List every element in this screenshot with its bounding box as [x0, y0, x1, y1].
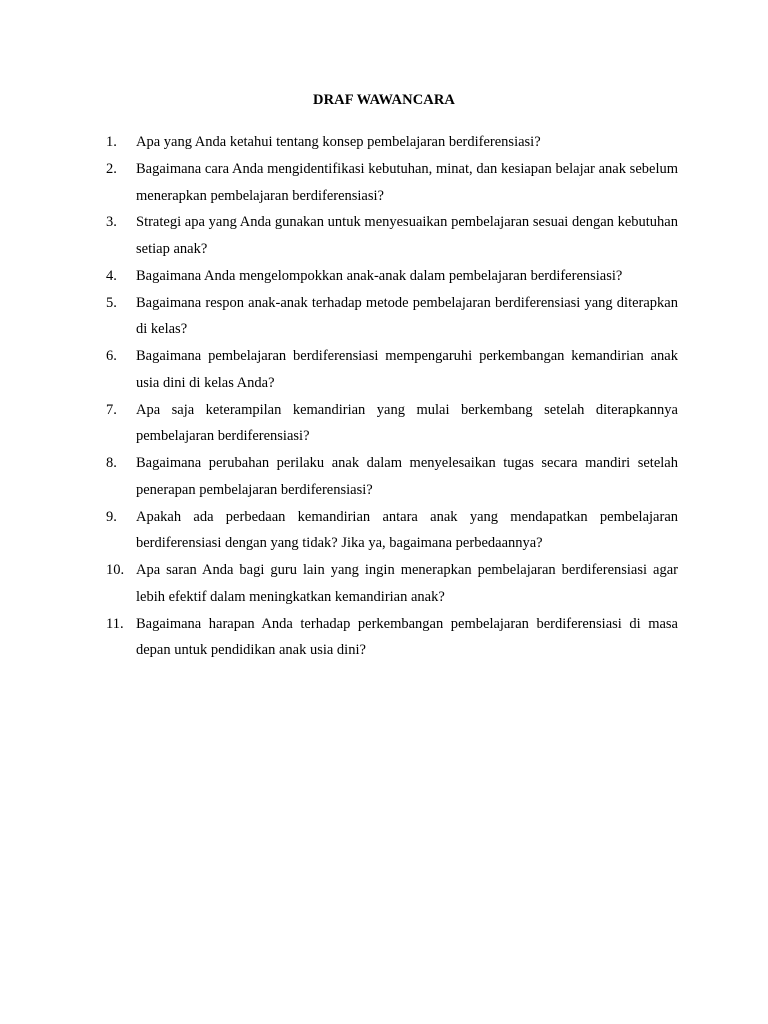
question-text: Apa saran Anda bagi guru lain yang ingin menerapkan pembelajaran berdiferensiasi agar lebih efektif dalam meningkatkan kemandirian anak? — [136, 562, 678, 605]
question-item-9 — [106, 504, 678, 558]
question-text: Bagaimana cara Anda mengidentifikasi kebutuhan, minat, dan kesiapan belajar anak sebelum menerapkan pembelajaran berdiferensiasi? — [136, 160, 678, 204]
question-number: 7. — [106, 401, 117, 418]
question-item-8 — [106, 450, 678, 504]
question-number: 6. — [106, 348, 117, 364]
question-text: Apa saja keterampilan kemandirian yang mulai berkembang setelah diterapkannya pembelajaran berdiferensiasi? — [136, 401, 678, 445]
question-number: 5. — [106, 294, 117, 311]
document-title: DRAF WAWANCARA — [313, 92, 455, 108]
question-item-10 — [106, 557, 678, 611]
question-text: Strategi apa yang Anda gunakan untuk menyesuaikan pembelajaran sesuai dengan kebutuhan setiap anak? — [136, 214, 678, 257]
question-number: 8. — [106, 455, 117, 471]
question-item-7 — [106, 397, 678, 451]
question-item-3 — [106, 209, 678, 263]
question-text: Bagaimana pembelajaran berdiferensiasi mempengaruhi perkembangan kemandirian anak usia dini di kelas Anda? — [136, 348, 678, 391]
question-number: 4. — [106, 267, 117, 284]
question-number: 2. — [106, 160, 117, 177]
question-item-6 — [106, 343, 678, 397]
question-item-11 — [106, 611, 678, 665]
question-number: 11. — [106, 615, 124, 632]
question-list — [106, 129, 678, 664]
question-text: Bagaimana perubahan perilaku anak dalam menyelesaikan tugas secara mandiri setelah penerapan pembelajaran berdiferensiasi? — [136, 455, 678, 498]
question-item-4 — [106, 263, 678, 290]
question-text: Bagaimana respon anak-anak terhadap metode pembelajaran berdiferensiasi yang diterapkan di kelas? — [136, 294, 678, 338]
question-number: 1. — [106, 134, 117, 150]
question-item-2 — [106, 156, 678, 210]
question-text: Bagaimana harapan Anda terhadap perkembangan pembelajaran berdiferensiasi di masa depan untuk pendidikan anak usia dini? — [136, 615, 678, 659]
question-number: 10. — [106, 562, 125, 578]
question-number: 9. — [106, 508, 117, 525]
question-item-5 — [106, 290, 678, 344]
question-text: Apakah ada perbedaan kemandirian antara anak yang mendapatkan pembelajaran berdiferensiasi dengan yang tidak? Jika ya, bagaimana perbedaannya? — [136, 508, 678, 552]
question-number: 3. — [106, 214, 117, 231]
question-text: Apa yang Anda ketahui tentang konsep pembelajaran berdiferensiasi? — [136, 134, 541, 150]
question-item-1 — [106, 129, 678, 156]
question-text: Bagaimana Anda mengelompokkan anak-anak dalam pembelajaran berdiferensiasi? — [136, 267, 623, 284]
